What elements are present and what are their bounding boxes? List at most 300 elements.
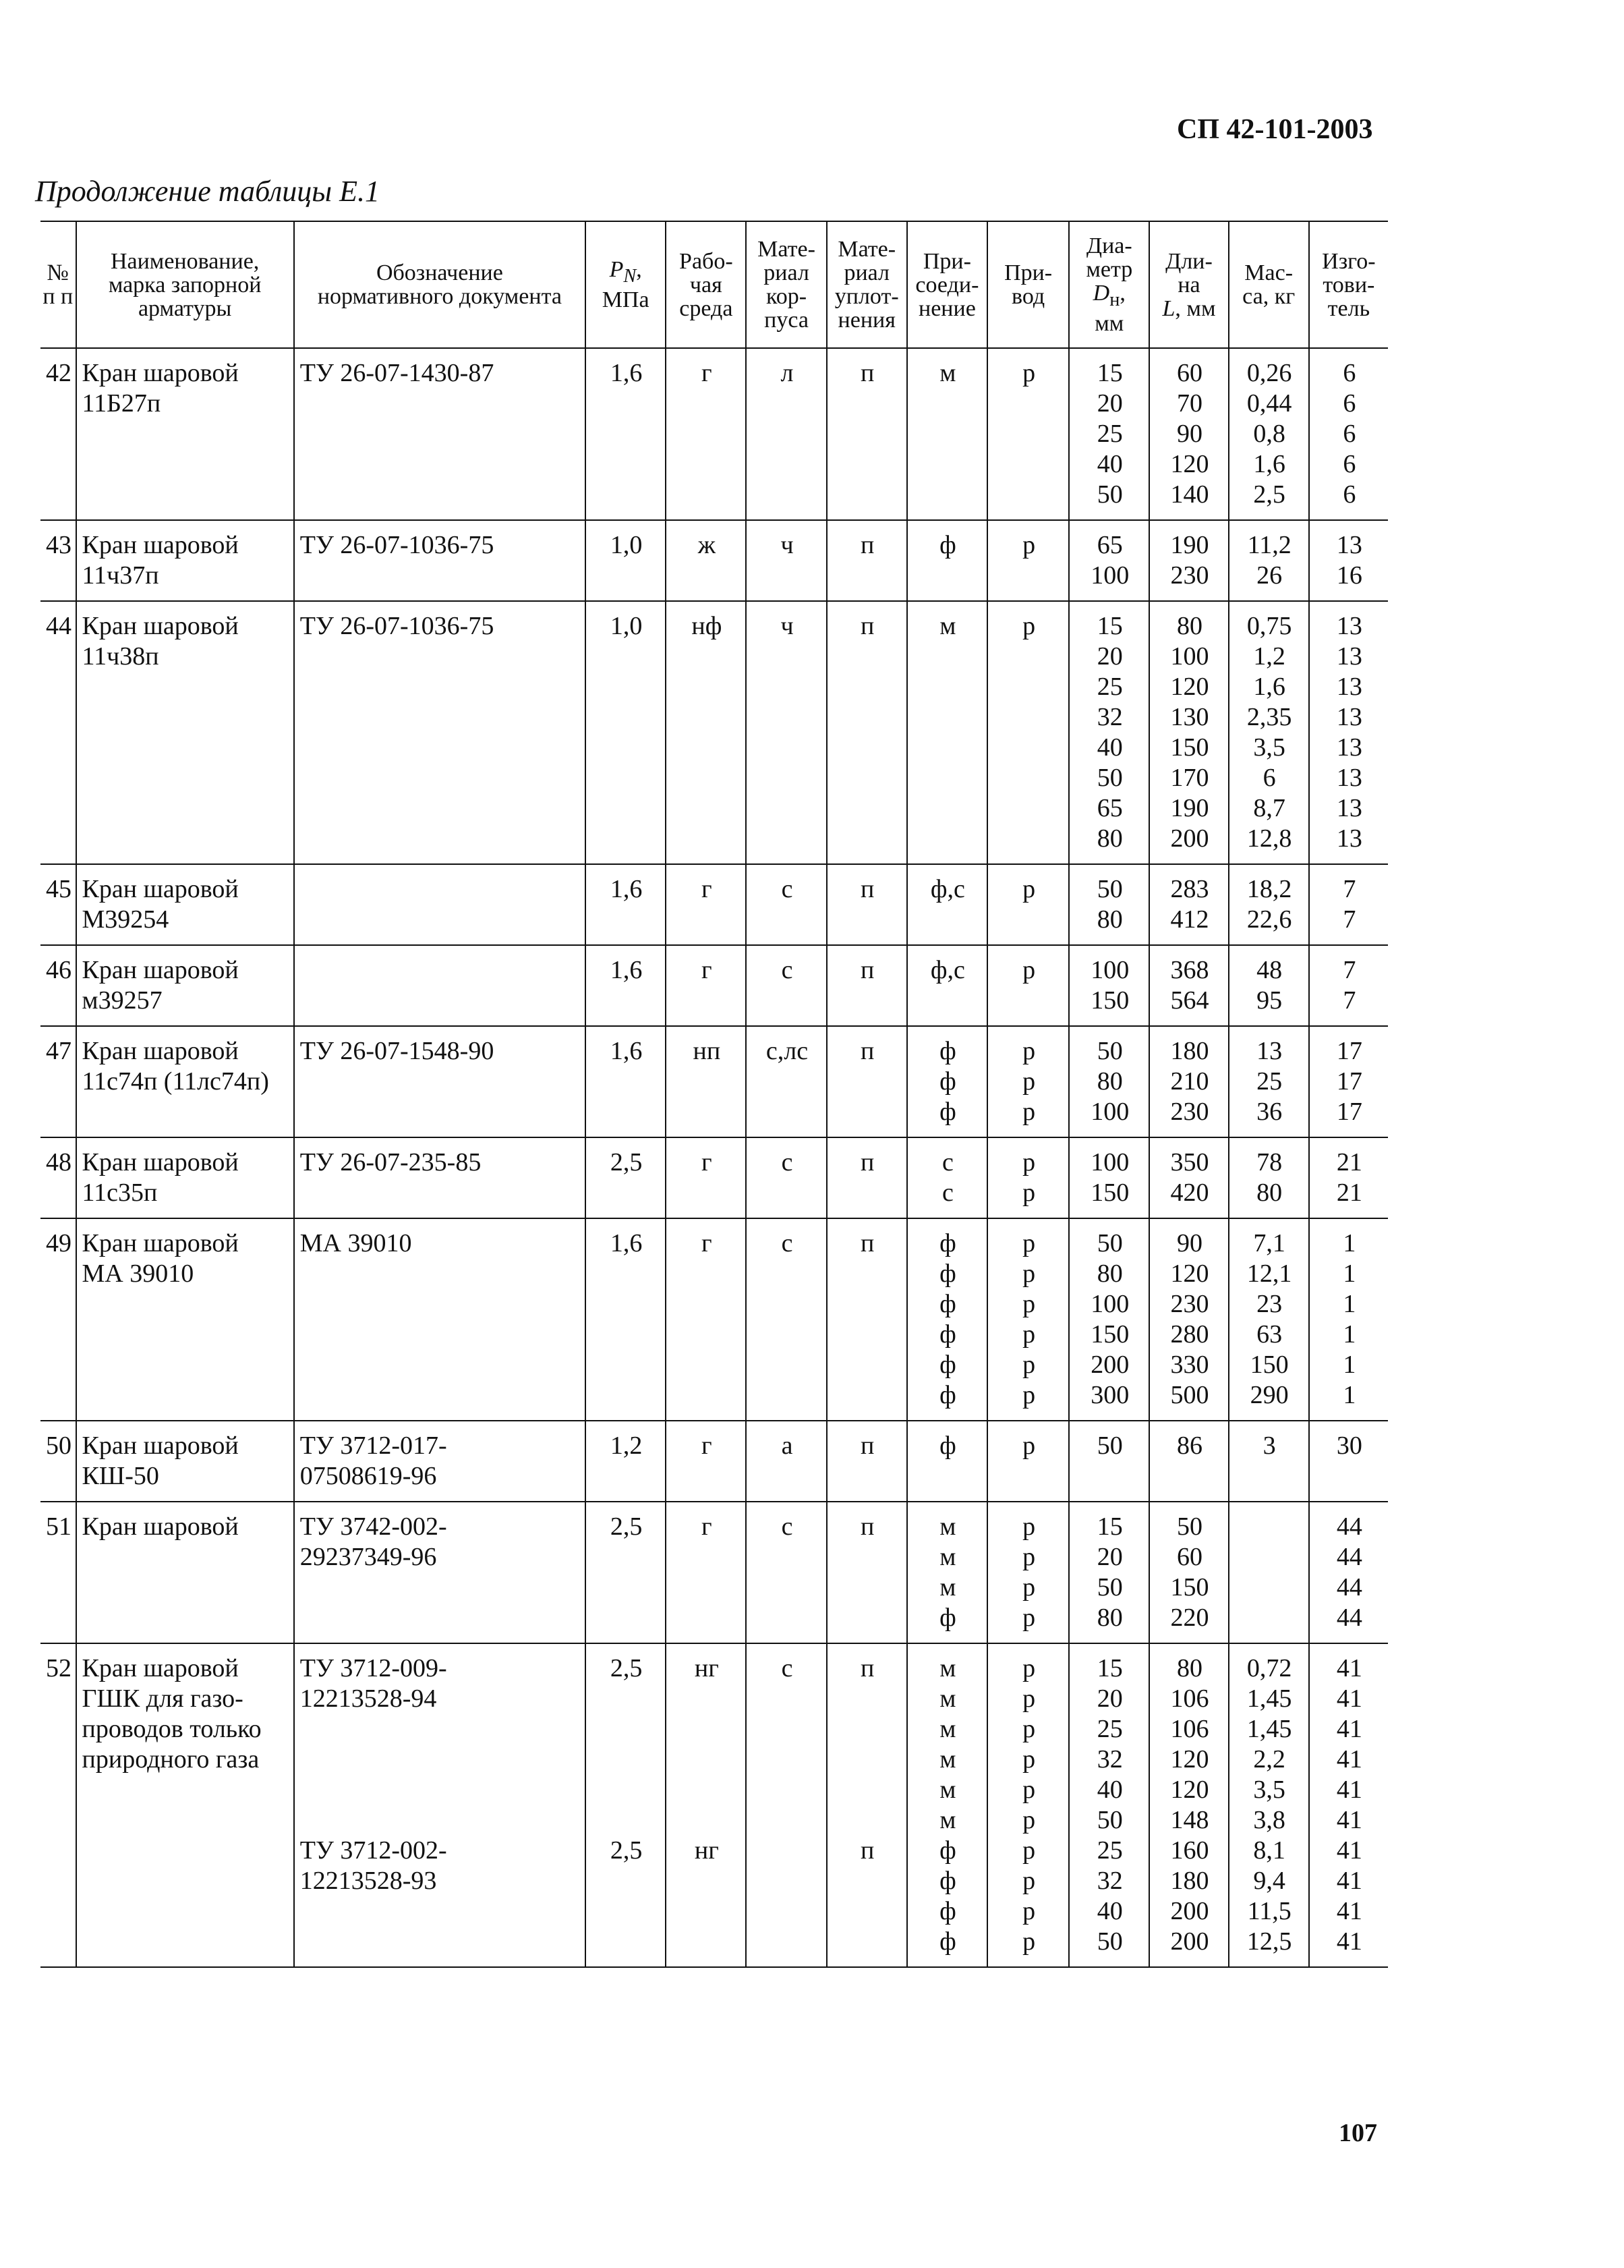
cell-line: р (1022, 1148, 1036, 1176)
cell-line: 9,4 (1253, 1867, 1285, 1895)
cell-valve-name (76, 1137, 294, 1218)
cell-line: р (1022, 1259, 1036, 1288)
table-row (40, 520, 1388, 601)
col-header-num: № п п (40, 221, 76, 348)
cell-line: Кран шаровой (82, 875, 239, 903)
cell-manufacturer (1309, 520, 1388, 601)
cell-line: 44 (1336, 1543, 1362, 1571)
table-row (40, 1218, 1388, 1421)
cell-drive (987, 945, 1069, 1026)
cell-line: 32 (1097, 1867, 1123, 1895)
cell-line: 21 (1336, 1179, 1362, 1207)
cell-line: 1 (1343, 1290, 1356, 1318)
cell-line: 17 (1336, 1067, 1362, 1096)
cell-line: 170 (1170, 764, 1209, 792)
cell-medium (666, 601, 746, 864)
cell-line: 80 (1097, 1604, 1123, 1632)
cell-normative-doc (294, 1026, 585, 1137)
col-header-drive: При- вод (987, 221, 1069, 348)
cell-row-number (40, 1502, 76, 1643)
cell-line: 21 (1336, 1148, 1362, 1176)
cell-line: р (1022, 1431, 1036, 1460)
cell-line: 150 (1170, 1573, 1209, 1601)
table-row (40, 348, 1388, 520)
cell-line: 80 (1097, 1259, 1123, 1288)
cell-row-number (40, 601, 76, 864)
cell-line: 140 (1170, 480, 1209, 509)
cell-length (1149, 1218, 1228, 1421)
cell-line: 18,2 (1246, 875, 1292, 903)
cell-line: 20 (1097, 1543, 1123, 1571)
cell-medium (666, 1502, 746, 1643)
cell-line: 0,72 (1246, 1654, 1292, 1682)
cell-normative-doc (294, 1643, 585, 1967)
cell-line: 1 (1343, 1351, 1356, 1379)
cell-line (672, 1745, 741, 1775)
cell-line: с (781, 875, 793, 903)
cell-body-material (746, 601, 826, 864)
col-header-name: Наименование, марка запорной арматуры (76, 221, 294, 348)
cell-line: р (1022, 1543, 1036, 1571)
col-header-pn: $P_N$, МПа (585, 221, 666, 348)
cell-row-number (40, 1218, 76, 1421)
cell-line: 12,1 (1246, 1259, 1292, 1288)
cell-manufacturer (1309, 1026, 1388, 1137)
cell-line: 50 (1097, 875, 1123, 903)
cell-line: проводов только (82, 1715, 262, 1743)
cell-drive (987, 1137, 1069, 1218)
cell-line: 190 (1170, 794, 1209, 822)
col-header-maker: Изго- тови- тель (1309, 221, 1388, 348)
cell-line: 41 (1336, 1806, 1362, 1834)
cell-valve-name (76, 1026, 294, 1137)
cell-medium (666, 1026, 746, 1137)
cell-line: ТУ 26-07-1036-75 (299, 531, 494, 559)
cell-line: 20 (1097, 1684, 1123, 1713)
cell-line: ф (939, 1836, 956, 1865)
cell-line: р (1022, 1512, 1036, 1541)
cell-line: ф (939, 1259, 956, 1288)
cell-line: 40 (1097, 733, 1123, 762)
cell-pressure (585, 1643, 666, 1967)
cell-line (591, 1775, 661, 1805)
cell-line: 150 (1091, 1320, 1130, 1349)
cell-text: 45 (46, 875, 71, 903)
cell-line: 1,6 (610, 1229, 643, 1257)
cell-line: 78 (1256, 1148, 1283, 1176)
cell-valve-name (76, 1218, 294, 1421)
col-header-mass: Мас- са, кг (1229, 221, 1309, 348)
document-code: СП 42-101-2003 (1177, 114, 1373, 145)
cell-line (300, 1775, 581, 1805)
cell-line: п (861, 1148, 875, 1176)
cell-line: г (701, 1229, 712, 1257)
cell-medium (666, 520, 746, 601)
cell-line: 80 (1097, 824, 1123, 853)
cell-line: 41 (1336, 1836, 1362, 1865)
cell-pressure (585, 520, 666, 601)
cell-diameter (1069, 1218, 1149, 1421)
cell-line: 13 (1336, 612, 1362, 640)
cell-medium (666, 1421, 746, 1502)
cell-line: ч (780, 612, 794, 640)
cell-line: КШ-50 (82, 1462, 159, 1490)
cell-line: нф (691, 612, 722, 640)
cell-seal-material (827, 601, 907, 864)
cell-length (1149, 1026, 1228, 1137)
cell-line: 0,26 (1246, 359, 1292, 387)
cell-line: р (1022, 1604, 1036, 1632)
cell-body-material (746, 1421, 826, 1502)
cell-line: 100 (1091, 561, 1130, 590)
cell-line: с (781, 1654, 793, 1682)
cell-text: 52 (46, 1654, 71, 1682)
cell-line: 50 (1097, 1573, 1123, 1601)
cell-line: 50 (1097, 480, 1123, 509)
cell-line: 150 (1170, 733, 1209, 762)
cell-line: 6 (1263, 764, 1276, 792)
cell-body-material (746, 1137, 826, 1218)
cell-line: с (781, 956, 793, 984)
cell-diameter (1069, 1643, 1149, 1967)
cell-line: 65 (1097, 531, 1123, 559)
cell-line: Кран шаровой (82, 1229, 239, 1257)
cell-drive (987, 864, 1069, 945)
cell-row-number (40, 945, 76, 1026)
cell-pressure (585, 864, 666, 945)
cell-pressure (585, 1218, 666, 1421)
cell-line: 290 (1250, 1381, 1289, 1409)
table-row (40, 945, 1388, 1026)
cell-drive (987, 1218, 1069, 1421)
cell-line: р (1022, 1867, 1036, 1895)
cell-valve-name (76, 520, 294, 601)
cell-line: Кран шаровой (82, 359, 239, 387)
cell-line: 100 (1091, 1098, 1130, 1126)
cell-line: 100 (1170, 642, 1209, 671)
cell-body-material (746, 864, 826, 945)
cell-mass (1229, 1643, 1309, 1967)
cell-body-material (746, 348, 826, 520)
cell-length (1149, 348, 1228, 520)
cell-line: п (861, 1037, 875, 1065)
cell-line: г (701, 1148, 712, 1176)
cell-normative-doc (294, 1502, 585, 1643)
cell-line: р (1022, 531, 1036, 559)
cell-line: 412 (1170, 905, 1209, 934)
cell-line: 1 (1343, 1259, 1356, 1288)
page-number: 107 (1339, 2119, 1377, 2147)
cell-line: п (861, 956, 875, 984)
cell-line: 11Б27п (82, 389, 161, 418)
cell-manufacturer (1309, 601, 1388, 864)
cell-line: ф (939, 1431, 956, 1460)
cell-line: 150 (1091, 986, 1130, 1015)
cell-line: 0,8 (1253, 420, 1285, 448)
cell-text: 42 (46, 359, 71, 387)
cell-line: 70 (1176, 389, 1202, 418)
cell-normative-doc (294, 864, 585, 945)
cell-line: ТУ 3742-002- (299, 1512, 447, 1541)
table-row (40, 1137, 1388, 1218)
cell-line: 1 (1343, 1381, 1356, 1409)
col-header-diameter: Диа- метр $D_н$, мм (1069, 221, 1149, 348)
cell-line: ТУ 3712-017- (299, 1431, 447, 1460)
cell-seal-material (827, 348, 907, 520)
cell-line: 230 (1170, 1290, 1209, 1318)
cell-pressure (585, 1026, 666, 1137)
cell-line: 283 (1170, 875, 1209, 903)
cell-line: 40 (1097, 1897, 1123, 1925)
cell-pressure (585, 1502, 666, 1643)
cell-line: 15 (1097, 1654, 1123, 1682)
cell-line: р (1022, 875, 1036, 903)
cell-line: 8,7 (1253, 794, 1285, 822)
cell-line: 120 (1170, 1776, 1209, 1804)
cell-line: 210 (1170, 1067, 1209, 1096)
cell-manufacturer (1309, 1218, 1388, 1421)
cell-line: ф (939, 1037, 956, 1065)
cell-line: 25 (1256, 1067, 1283, 1096)
cell-line: 7 (1343, 956, 1356, 984)
cell-line: р (1022, 1179, 1036, 1207)
cell-line: 7,1 (1253, 1229, 1285, 1257)
cell-mass (1229, 1026, 1309, 1137)
cell-line: ф (939, 1067, 956, 1096)
cell-line: 80 (1256, 1179, 1283, 1207)
cell-line: 120 (1170, 1745, 1209, 1774)
cell-connection (907, 520, 987, 601)
cell-line: 40 (1097, 1776, 1123, 1804)
cell-normative-doc (294, 1137, 585, 1218)
cell-line: 17 (1336, 1098, 1362, 1126)
cell-normative-doc (294, 1218, 585, 1421)
cell-normative-doc (294, 520, 585, 601)
cell-line: ф (939, 1290, 956, 1318)
cell-line: 40 (1097, 450, 1123, 478)
cell-line: 8,1 (1253, 1836, 1285, 1865)
cell-line: 100 (1091, 1290, 1130, 1318)
cell-line: 90 (1176, 1229, 1202, 1257)
cell-line: 11ч37п (82, 561, 159, 590)
cell-line: 12213528-94 (299, 1684, 437, 1713)
cell-line: ф (939, 1320, 956, 1349)
cell-valve-name (76, 348, 294, 520)
cell-diameter (1069, 348, 1149, 520)
cell-text: 49 (46, 1229, 71, 1257)
cell-length (1149, 1137, 1228, 1218)
cell-line: 160 (1170, 1836, 1209, 1865)
cell-line: р (1022, 1067, 1036, 1096)
cell-line: 200 (1091, 1351, 1130, 1379)
cell-text: 46 (46, 956, 71, 984)
cell-medium (666, 1643, 746, 1967)
cell-line: 200 (1170, 1897, 1209, 1925)
cell-line: 2,5 (610, 1836, 643, 1865)
cell-manufacturer (1309, 1502, 1388, 1643)
cell-line: 07508619-96 (299, 1462, 437, 1490)
cell-line: ТУ 3712-002- (299, 1836, 447, 1865)
cell-line: 1 (1343, 1320, 1356, 1349)
cell-valve-name (76, 1643, 294, 1967)
cell-line: 230 (1170, 1098, 1209, 1126)
cell-line: 1,6 (610, 359, 643, 387)
cell-seal-material (827, 1137, 907, 1218)
cell-line: 44 (1336, 1604, 1362, 1632)
cell-line: ф,с (930, 875, 965, 903)
cell-line: л (780, 359, 794, 387)
cell-line: 180 (1170, 1867, 1209, 1895)
cell-medium (666, 348, 746, 520)
cell-line: 150 (1091, 1179, 1130, 1207)
cell-line: р (1022, 612, 1036, 640)
cell-line: 26 (1256, 561, 1283, 590)
cell-line: р (1022, 1897, 1036, 1925)
cell-line: ф (939, 531, 956, 559)
cell-line: 11,2 (1247, 531, 1292, 559)
cell-line: м (939, 1684, 956, 1713)
cell-line: 100 (1091, 956, 1130, 984)
cell-line: 1,6 (610, 1037, 643, 1065)
cell-line: 63 (1256, 1320, 1283, 1349)
cell-line: 80 (1097, 1067, 1123, 1096)
cell-line: ф,с (930, 956, 965, 984)
cell-diameter (1069, 1026, 1149, 1137)
cell-line: р (1022, 1037, 1036, 1065)
cell-seal-material (827, 1643, 907, 1967)
cell-line: 6 (1343, 359, 1356, 387)
cell-diameter (1069, 1502, 1149, 1643)
cell-line: 7 (1343, 905, 1356, 934)
cell-line: 1,45 (1246, 1684, 1292, 1713)
cell-line: р (1022, 1573, 1036, 1601)
cell-line: 3,5 (1253, 1776, 1285, 1804)
cell-line (672, 1684, 741, 1714)
cell-line: 13 (1336, 794, 1362, 822)
cell-text: 44 (46, 612, 71, 640)
cell-body-material (746, 1026, 826, 1137)
cell-line: 13 (1336, 824, 1362, 853)
cell-line: Кран шаровой (82, 1431, 239, 1460)
cell-line: 13 (1336, 531, 1362, 559)
cell-line: 120 (1170, 673, 1209, 701)
table-caption: Продолжение таблицы Е.1 (35, 175, 380, 208)
cell-length (1149, 864, 1228, 945)
cell-line: 368 (1170, 956, 1209, 984)
cell-line: 6 (1343, 420, 1356, 448)
cell-mass (1229, 945, 1309, 1026)
cell-line: 15 (1097, 359, 1123, 387)
cell-drive (987, 520, 1069, 601)
cell-line: 420 (1170, 1179, 1209, 1207)
cell-line: 16 (1336, 561, 1362, 590)
cell-line: 50 (1097, 1431, 1123, 1460)
cell-line: 1,6 (610, 875, 643, 903)
cell-line: 11ч38п (82, 642, 159, 671)
cell-line: ГШК для газо- (82, 1684, 243, 1713)
col-header-doc: Обозначение нормативного документа (294, 221, 585, 348)
cell-line: 2,35 (1246, 703, 1292, 731)
cell-line (591, 1745, 661, 1775)
cell-normative-doc (294, 1421, 585, 1502)
cell-line: с (781, 1148, 793, 1176)
cell-line: с (781, 1512, 793, 1541)
cell-line: 564 (1170, 986, 1209, 1015)
cell-line: 1 (1343, 1229, 1356, 1257)
cell-line: 190 (1170, 531, 1209, 559)
cell-seal-material (827, 1218, 907, 1421)
cell-line: 3 (1263, 1431, 1276, 1460)
cell-text: 47 (46, 1037, 71, 1065)
cell-line: 1,6 (610, 956, 643, 984)
cell-line: 1,45 (1246, 1715, 1292, 1743)
cell-length (1149, 601, 1228, 864)
cell-line: 500 (1170, 1381, 1209, 1409)
cell-line: 11,5 (1247, 1897, 1292, 1925)
cell-line: 25 (1097, 1715, 1123, 1743)
cell-line: р (1022, 1806, 1036, 1834)
cell-line: м (939, 1745, 956, 1774)
cell-line: 300 (1091, 1381, 1130, 1409)
cell-line (833, 1684, 902, 1714)
cell-line: р (1022, 1351, 1036, 1379)
cell-diameter (1069, 520, 1149, 601)
cell-line: 80 (1097, 905, 1123, 934)
cell-line (591, 1714, 661, 1745)
cell-mass (1229, 348, 1309, 520)
cell-line: ТУ 26-07-1548-90 (299, 1037, 494, 1065)
cell-diameter (1069, 1421, 1149, 1502)
cell-diameter (1069, 864, 1149, 945)
cell-row-number (40, 1026, 76, 1137)
cell-connection (907, 864, 987, 945)
cell-line: 6 (1343, 450, 1356, 478)
cell-line: 2,5 (610, 1654, 643, 1682)
cell-line: М39254 (82, 905, 169, 934)
cell-manufacturer (1309, 1643, 1388, 1967)
cell-line (833, 1745, 902, 1775)
cell-line: 15 (1097, 1512, 1123, 1541)
cell-line: 148 (1170, 1806, 1209, 1834)
cell-diameter (1069, 601, 1149, 864)
cell-line: ф (939, 1229, 956, 1257)
cell-medium (666, 1218, 746, 1421)
cell-line: п (861, 1654, 875, 1682)
cell-line: 3,8 (1253, 1806, 1285, 1834)
cell-line (833, 1714, 902, 1745)
cell-connection (907, 1502, 987, 1643)
cell-line: 50 (1097, 1806, 1123, 1834)
cell-line: 230 (1170, 561, 1209, 590)
cell-line: 15 (1097, 612, 1123, 640)
table-row (40, 1026, 1388, 1137)
cell-line: ф (939, 1897, 956, 1925)
cell-line: 32 (1097, 703, 1123, 731)
cell-line: г (701, 875, 712, 903)
cell-line: 1,6 (1253, 450, 1285, 478)
cell-line: ТУ 26-07-1430-87 (299, 359, 494, 387)
cell-line: 41 (1336, 1715, 1362, 1743)
cell-normative-doc (294, 348, 585, 520)
cell-line: р (1022, 1745, 1036, 1774)
cell-line: 11с35п (82, 1179, 158, 1207)
cell-line: 30 (1336, 1431, 1362, 1460)
cell-line: п (861, 1836, 875, 1865)
cell-line: ф (939, 1351, 956, 1379)
cell-line: нг (694, 1836, 719, 1865)
cell-line: с (781, 1229, 793, 1257)
cell-line: МА 39010 (82, 1259, 194, 1288)
